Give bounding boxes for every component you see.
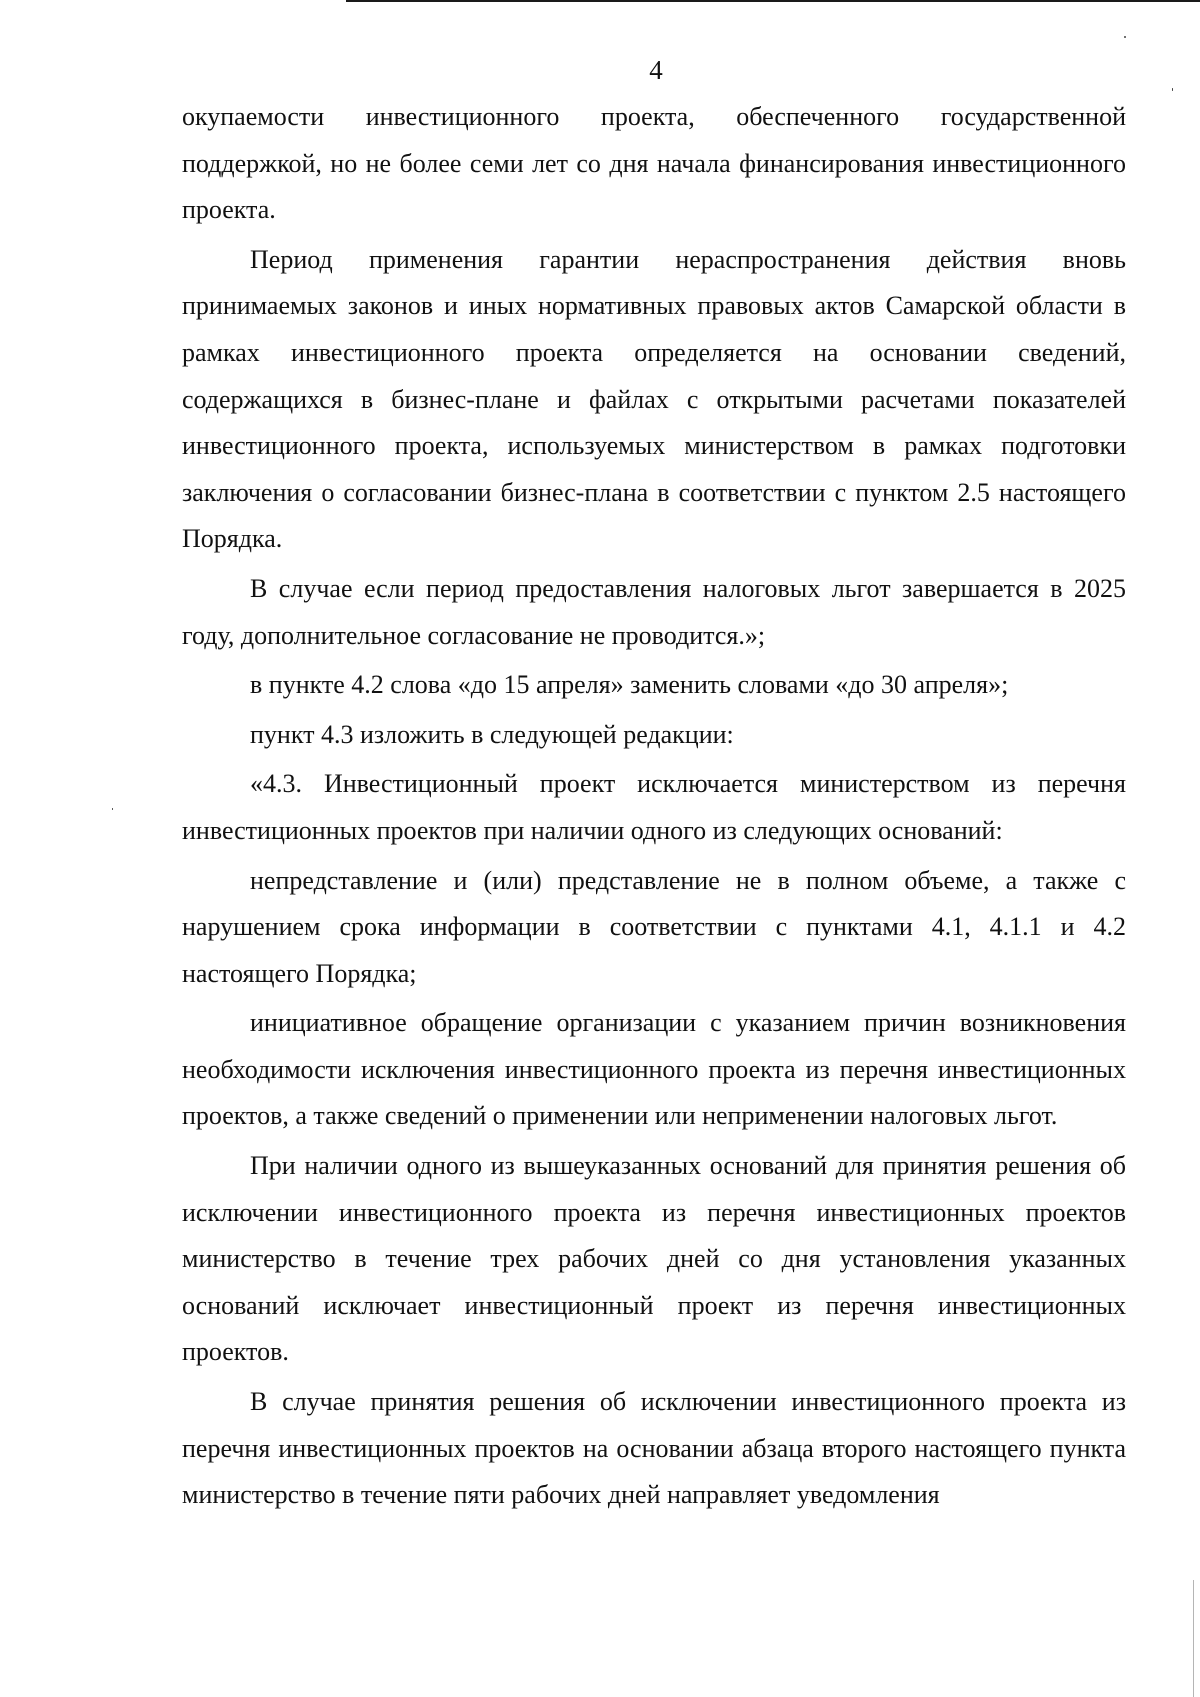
document-body (182, 94, 1126, 1522)
page-number: 4 (649, 55, 663, 85)
paragraph-clause-4-3-intro: пункт 4.3 изложить в следующей редакции: (250, 719, 734, 749)
scan-speck (1124, 36, 1126, 38)
scan-top-edge (346, 0, 1200, 2)
paragraph-exclusion-decision: При наличии одного из вышеуказанных оснований для принятия решения об исключении инвестиционного проекта из перечня инвестиционных проектов министерство в течение трех рабочих дней со дня установления указанных оснований исключает инвестиционный проект из перечня инвестиционных проектов. (182, 1151, 1126, 1367)
paragraph-notification: В случае принятия решения об исключении инвестиционного проекта из перечня инвестиционных проектов на основании абзаца второго настоящего пункта министерство в течение пяти рабочих дней направляет уведомления (182, 1387, 1126, 1510)
paragraph-continuation: окупаемости инвестиционного проекта, обеспеченного государственной поддержкой, но не более семи лет со дня начала финансирования инвестиционного проекта. (182, 102, 1126, 225)
scan-right-edge (1193, 1580, 1194, 1697)
scan-speck (1172, 88, 1173, 91)
paragraph-application-period: Период применения гарантии нераспространения действия вновь принимаемых законов и иных нормативных правовых актов Самарской области в рамках инвестиционного проекта определяется на основании сведений, содержащихся в бизнес-плане и файлах с открытыми расчетами показателей инвестиционного проекта, используемых министерством в рамках подготовки заключения о согласовании бизнес-плана в соответствии с пунктом 2.5 настоящего Порядка. (182, 244, 1126, 554)
paragraph-ground-1: непредставление и (или) представление не в полном объеме, а также с нарушением срока информации в соответствии с пунктами 4.1, 4.1.1 и 4.2 настоящего Порядка; (182, 865, 1126, 988)
paragraph-clause-4-2: в пункте 4.2 слова «до 15 апреля» заменить словами «до 30 апреля»; (250, 670, 1009, 700)
paragraph-clause-4-3: «4.3. Инвестиционный проект исключается министерством из перечня инвестиционных проектов при наличии одного из следующих оснований: (182, 769, 1126, 845)
paragraph-tax-benefit-2025: В случае если период предоставления налоговых льгот завершается в 2025 году, дополнительное согласование не проводится.»; (182, 573, 1126, 650)
paragraph-ground-2: инициативное обращение организации с указанием причин возникновения необходимости исключения инвестиционного проекта из перечня инвестиционных проектов, а также сведений о применении или неприменении налоговых льгот. (182, 1008, 1126, 1131)
scan-speck (112, 808, 113, 810)
